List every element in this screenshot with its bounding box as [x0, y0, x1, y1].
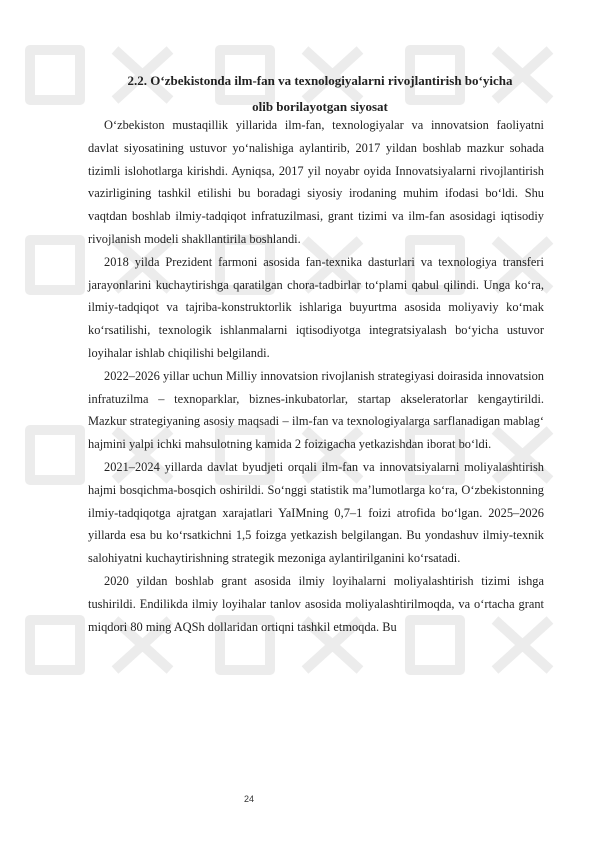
section-heading-continued: olib borilayotgan siyosat [252, 99, 388, 114]
page-number: 24 [244, 794, 255, 804]
paragraph: 2020 yildan boshlab grant asosida ilmiy loyihalarni moliyalashtirish tizimi ishga tushirildi. Endilikda ilmiy loyihalar tanlov asosida moliyalashtirilmoqda, va o‘rtacha grant miqdori 80 ming AQSh dollaridan ortiqni tashkil etmoqda. Bu [88, 573, 544, 634]
paragraph: 2021–2024 yillarda davlat byudjeti orqali ilm-fan va innovatsiyalarni moliyalashtirish hajmi bosqichma-bosqich oshirildi. So‘nggi statistik ma’lumotlarga ko‘ra, O‘zbekistonning ilmiy-tadqiqotga ajratgan xarajatlari YaIMning 0,7–1 foizi atrofida bo‘lgan. 2025–2026 yillarda esa bu ko‘rsatkichni 1,5 foizga yetkazish belgilangan. Bu yondashuv ilmiy-texnik salohiyatni kuchaytirishning strategik mezoniga aylantirilganini ko‘rsatadi. [88, 459, 544, 566]
paragraph: 2018 yilda Prezident farmoni asosida fan-texnika dasturlari va texnologiya transferi jarayonlarini kuchaytirishga qaratilgan chora-tadbirlar to‘plami qabul qilindi. Unga ko‘ra, ilmiy-tadqiqot va tajriba-konstruktorlik ishlariga buyurtma asosida moliyaviy ko‘mak ko‘rsatilishi, texnologik ishlanmalarni iqtisodiyotga integratsiyalash bo‘yicha ustuvor loyihalar ishlab chiqilishi belgilandi. [88, 254, 544, 360]
paragraph: 2022–2026 yillar uchun Milliy innovatsion rivojlanish strategiyasi doirasida innovatsion infratuzilma – texnoparklar, biznes-inkubatorlar, startap akseleratorlar kengaytirildi. Mazkur strategiyaning asosiy maqsadi – ilm-fan va texnologiyalarga sarflanadigan mablag‘ hajmini yalpi ichki mahsulotning kamida 2 foizigacha yetkazishdan iborat bo‘ldi. [88, 368, 544, 452]
body-text [88, 114, 544, 638]
paragraph: O‘zbekiston mustaqillik yillarida ilm-fan, texnologiyalar va innovatsion faoliyatni davlat siyosatining ustuvor yo‘nalishiga aylantirib, 2017 yildan boshlab mazkur sohada tizimli islohotlarga kirishdi. Ayniqsa, 2017 yil noyabr oyida Innovatsiyalarni rivojlantirish vazirligining tashkil etilishi bu boradagi siyosiy irodaning muhim ifodasi bo‘ldi. Shu vaqtdan boshlab ilmiy-tadqiqot infratuzilmasi, grant tizimi va ilm-fan asosidagi iqtisodiy rivojlanish modeli shakllantirila boshlandi. [88, 118, 544, 246]
section-heading: 2.2. O‘zbekistonda ilm-fan va texnologiyalarni rivojlantirish bo‘yicha [127, 73, 513, 88]
